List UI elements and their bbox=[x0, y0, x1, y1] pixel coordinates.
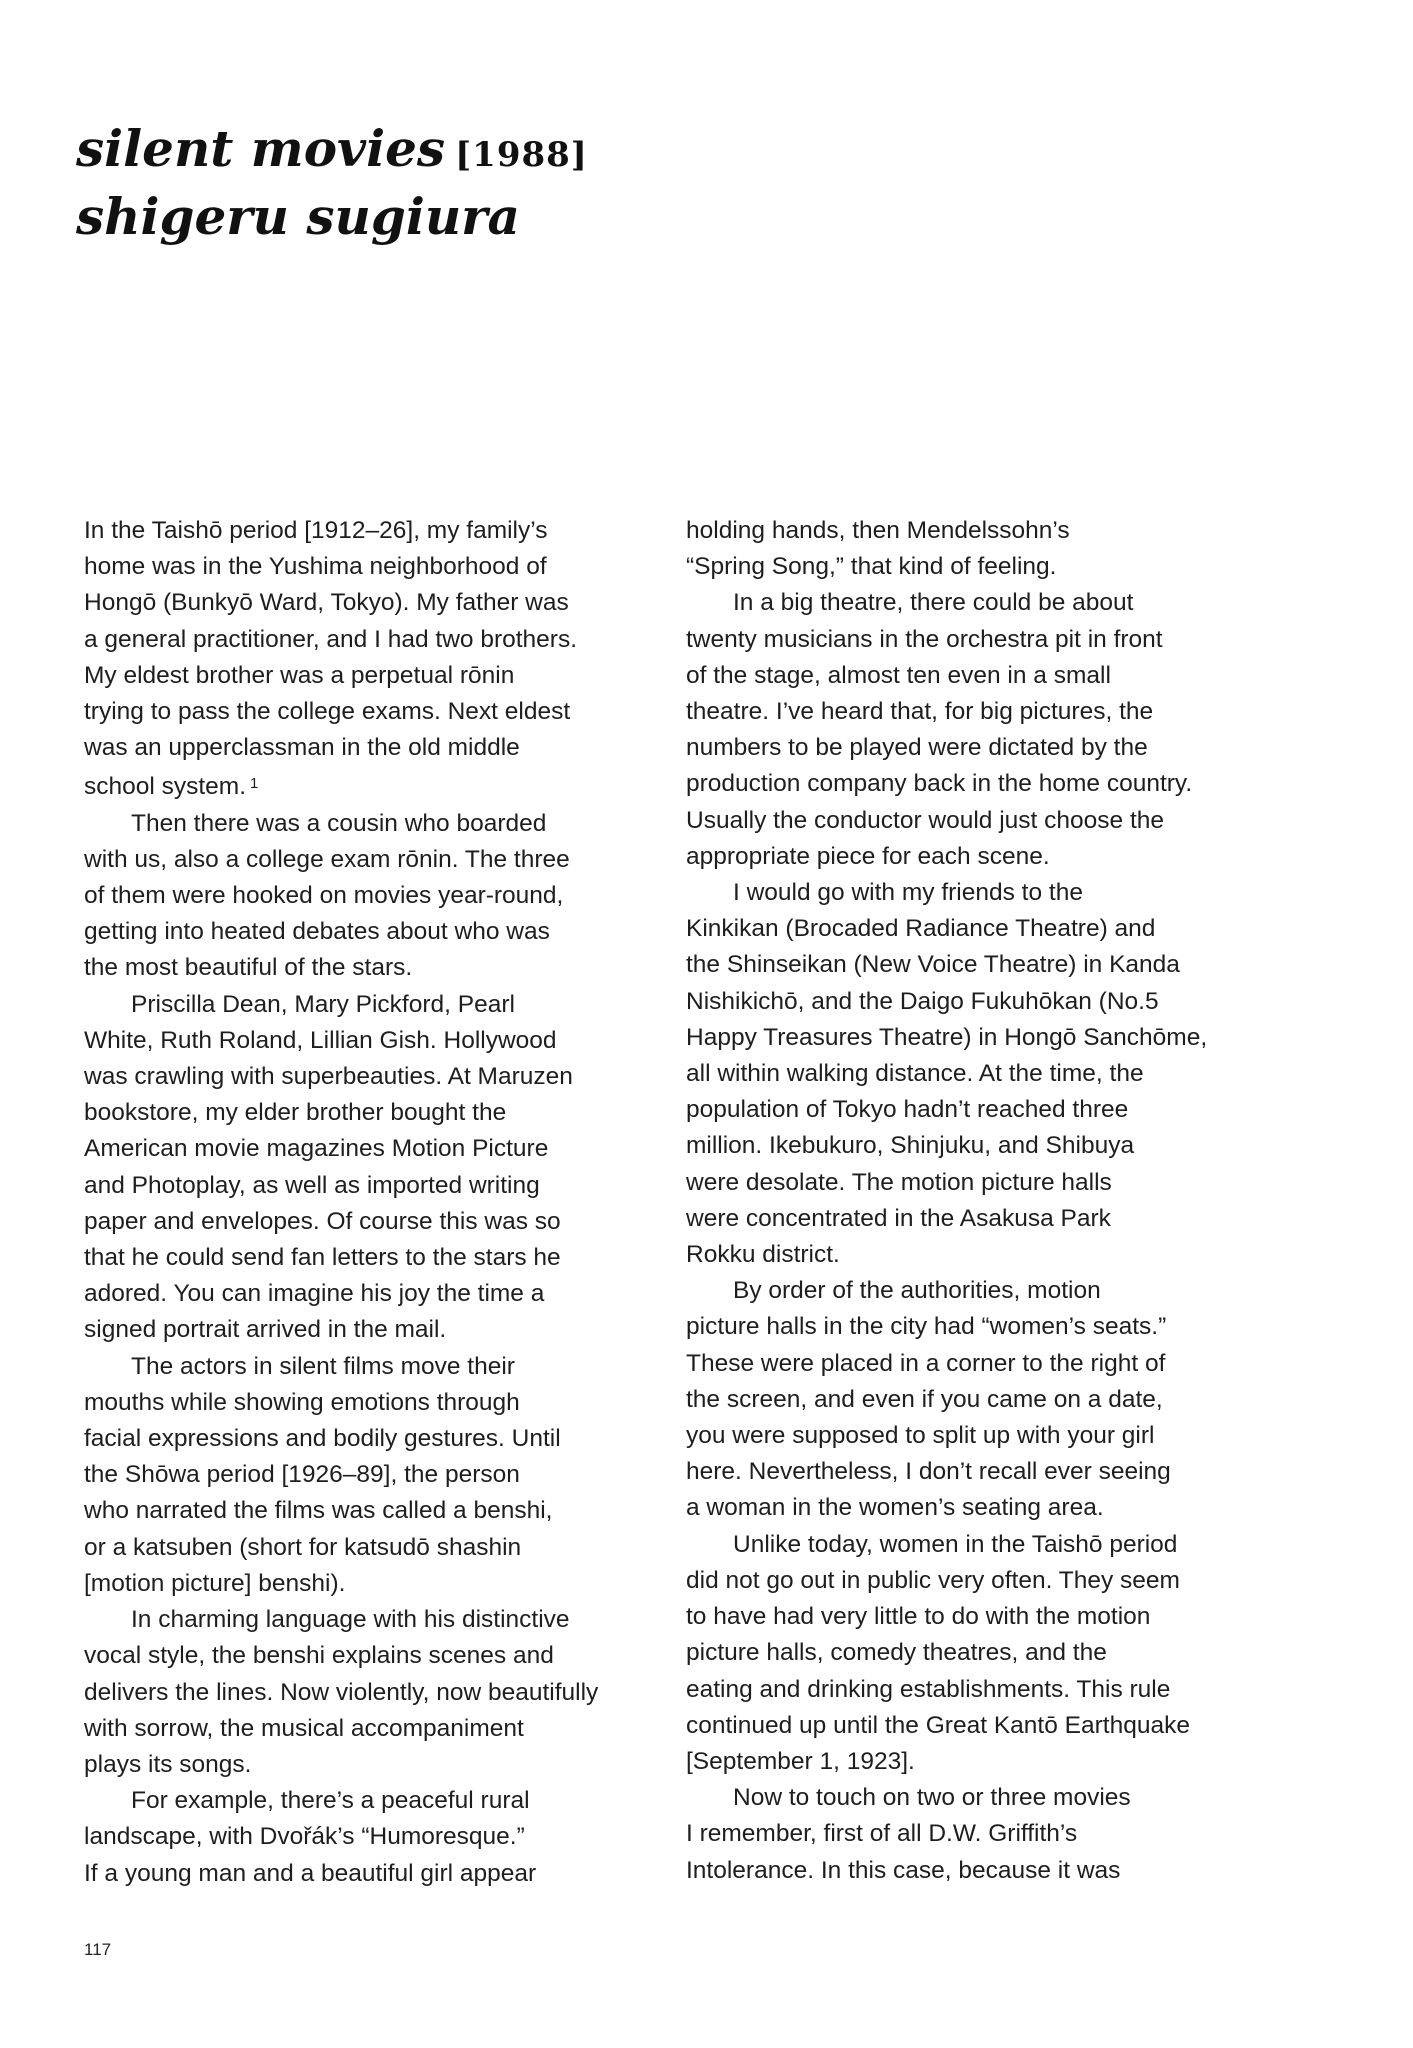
text-line: with us, also a college exam rōnin. The three bbox=[84, 845, 570, 873]
text-line: was crawling with superbeauties. At Maruzen bbox=[84, 1063, 573, 1091]
text-line: Now to touch on two or three movies bbox=[733, 1784, 1131, 1812]
text-line: [September 1, 1923]. bbox=[686, 1747, 915, 1775]
text-line: trying to pass the college exams. Next eldest bbox=[84, 698, 571, 726]
text-line: signed portrait arrived in the mail. bbox=[84, 1316, 447, 1344]
text-line: facial expressions and bodily gestures. Until bbox=[84, 1425, 561, 1453]
text-line: “Spring Song,” that kind of feeling. bbox=[686, 553, 1057, 581]
text-line: mouths while showing emotions through bbox=[84, 1388, 520, 1416]
text-line: Priscilla Dean, Mary Pickford, Pearl bbox=[131, 990, 515, 1018]
text-line: My eldest brother was a perpetual rōnin bbox=[84, 661, 515, 689]
text-line: did not go out in public very often. They seem bbox=[686, 1566, 1180, 1594]
text-line: White, Ruth Roland, Lillian Gish. Hollywood bbox=[84, 1026, 557, 1054]
title-year: [1988] bbox=[455, 135, 588, 175]
text-line: here. Nevertheless, I don’t recall ever seeing bbox=[686, 1458, 1171, 1486]
text-line: to have had very little to do with the motion bbox=[686, 1603, 1151, 1631]
text-line: Nishikichō, and the Daigo Fukuhōkan (No.5 bbox=[686, 987, 1159, 1015]
text-line: production company back in the home country. bbox=[686, 770, 1193, 798]
text-line: Kinkikan (Brocaded Radiance Theatre) and bbox=[686, 915, 1156, 943]
text-line: population of Tokyo hadn’t reached three bbox=[686, 1096, 1129, 1124]
text-line: bookstore, my elder brother bought the bbox=[84, 1099, 507, 1127]
text-line: Hongō (Bunkyō Ward, Tokyo). My father was bbox=[84, 589, 569, 617]
text-line: If a young man and a beautiful girl appear bbox=[84, 1859, 537, 1887]
text-line: Intolerance. In this case, because it was bbox=[686, 1856, 1121, 1884]
text-line: vocal style, the benshi explains scenes and bbox=[84, 1642, 554, 1670]
text-line: I would go with my friends to the bbox=[733, 879, 1083, 907]
text-line: who narrated the films was called a benshi, bbox=[84, 1497, 553, 1525]
text-line: the screen, and even if you came on a date, bbox=[686, 1385, 1163, 1413]
text-line: holding hands, then Mendelssohn’s bbox=[686, 517, 1070, 544]
left-column bbox=[84, 513, 674, 1892]
text-line: of the stage, almost ten even in a small bbox=[686, 661, 1111, 689]
text-line: was an upperclassman in the old middle bbox=[84, 734, 520, 762]
text-line: plays its songs. bbox=[84, 1750, 252, 1778]
text-line: the Shinseikan (New Voice Theatre) in Kanda bbox=[686, 951, 1180, 979]
right-column bbox=[686, 513, 1266, 1889]
text-line: picture halls in the city had “women’s seats.” bbox=[686, 1313, 1167, 1341]
text-line: Unlike today, women in the Taishō period bbox=[733, 1530, 1178, 1558]
text-line: [motion picture] benshi). bbox=[84, 1569, 346, 1597]
text-line: American movie magazines Motion Picture bbox=[84, 1135, 549, 1163]
text-line: eating and drinking establishments. This rule bbox=[686, 1675, 1171, 1703]
author-name: shigeru sugiura bbox=[76, 187, 520, 246]
text-line: By order of the authorities, motion bbox=[733, 1277, 1101, 1305]
text-line: all within walking distance. At the time, the bbox=[686, 1060, 1144, 1088]
text-line: a woman in the women’s seating area. bbox=[686, 1494, 1104, 1522]
text-line: that he could send fan letters to the stars he bbox=[84, 1244, 561, 1272]
text-line: These were placed in a corner to the right of bbox=[686, 1349, 1166, 1377]
text-line: numbers to be played were dictated by the bbox=[686, 734, 1148, 762]
text-line: or a katsuben (short for katsudō shashin bbox=[84, 1533, 522, 1561]
text-line: delivers the lines. Now violently, now beautifully bbox=[84, 1678, 599, 1706]
text-line: the Shōwa period [1926–89], the person bbox=[84, 1461, 520, 1489]
text-line: twenty musicians in the orchestra pit in front bbox=[686, 625, 1163, 653]
text-line: continued up until the Great Kantō Earthquake bbox=[686, 1711, 1190, 1739]
text-line: picture halls, comedy theatres, and the bbox=[686, 1639, 1107, 1667]
text-line: adored. You can imagine his joy the time a bbox=[84, 1280, 545, 1308]
article-title bbox=[76, 118, 588, 248]
text-line: a general practitioner, and I had two brothers. bbox=[84, 625, 578, 653]
text-line: Usually the conductor would just choose the bbox=[686, 806, 1165, 834]
text-line: Then there was a cousin who boarded bbox=[131, 809, 547, 837]
text-line: theatre. I’ve heard that, for big pictures, the bbox=[686, 698, 1154, 726]
page-number: 117 bbox=[84, 1940, 112, 1959]
text-line: For example, there’s a peaceful rural bbox=[131, 1787, 530, 1815]
text-line: the most beautiful of the stars. bbox=[84, 954, 413, 982]
text-line: getting into heated debates about who was bbox=[84, 918, 550, 946]
text-line: landscape, with Dvořák’s “Humoresque.” bbox=[84, 1823, 525, 1851]
text-line: you were supposed to split up with your girl bbox=[686, 1422, 1155, 1450]
footnote-marker[interactable]: 1 bbox=[250, 775, 259, 793]
text-line: and Photoplay, as well as imported writing bbox=[84, 1171, 540, 1199]
text-line: paper and envelopes. Of course this was so bbox=[84, 1207, 561, 1235]
text-line: were desolate. The motion picture halls bbox=[686, 1168, 1112, 1196]
text-line: Happy Treasures Theatre) in Hongō Sanchōme, bbox=[686, 1023, 1208, 1051]
title-line-1 bbox=[76, 118, 588, 186]
text-segment: school system. bbox=[84, 773, 247, 801]
title-text: silent movies bbox=[76, 119, 446, 178]
text-line-with-footnote bbox=[84, 766, 674, 805]
text-line: In charming language with his distinctive bbox=[131, 1606, 570, 1634]
text-line: appropriate piece for each scene. bbox=[686, 842, 1050, 870]
text-line: home was in the Yushima neighborhood of bbox=[84, 553, 547, 581]
text-line: In the Taishō period [1912–26], my family’s bbox=[84, 517, 548, 544]
text-line: The actors in silent films move their bbox=[131, 1352, 515, 1380]
text-line: I remember, first of all D.W. Griffith’s bbox=[686, 1820, 1078, 1848]
text-line: In a big theatre, there could be about bbox=[733, 589, 1134, 617]
text-line: with sorrow, the musical accompaniment bbox=[84, 1714, 524, 1742]
text-line: were concentrated in the Asakusa Park bbox=[686, 1204, 1111, 1232]
text-line: million. Ikebukuro, Shinjuku, and Shibuya bbox=[686, 1132, 1135, 1160]
text-line: Rokku district. bbox=[686, 1241, 840, 1269]
text-line: of them were hooked on movies year-round, bbox=[84, 882, 564, 910]
